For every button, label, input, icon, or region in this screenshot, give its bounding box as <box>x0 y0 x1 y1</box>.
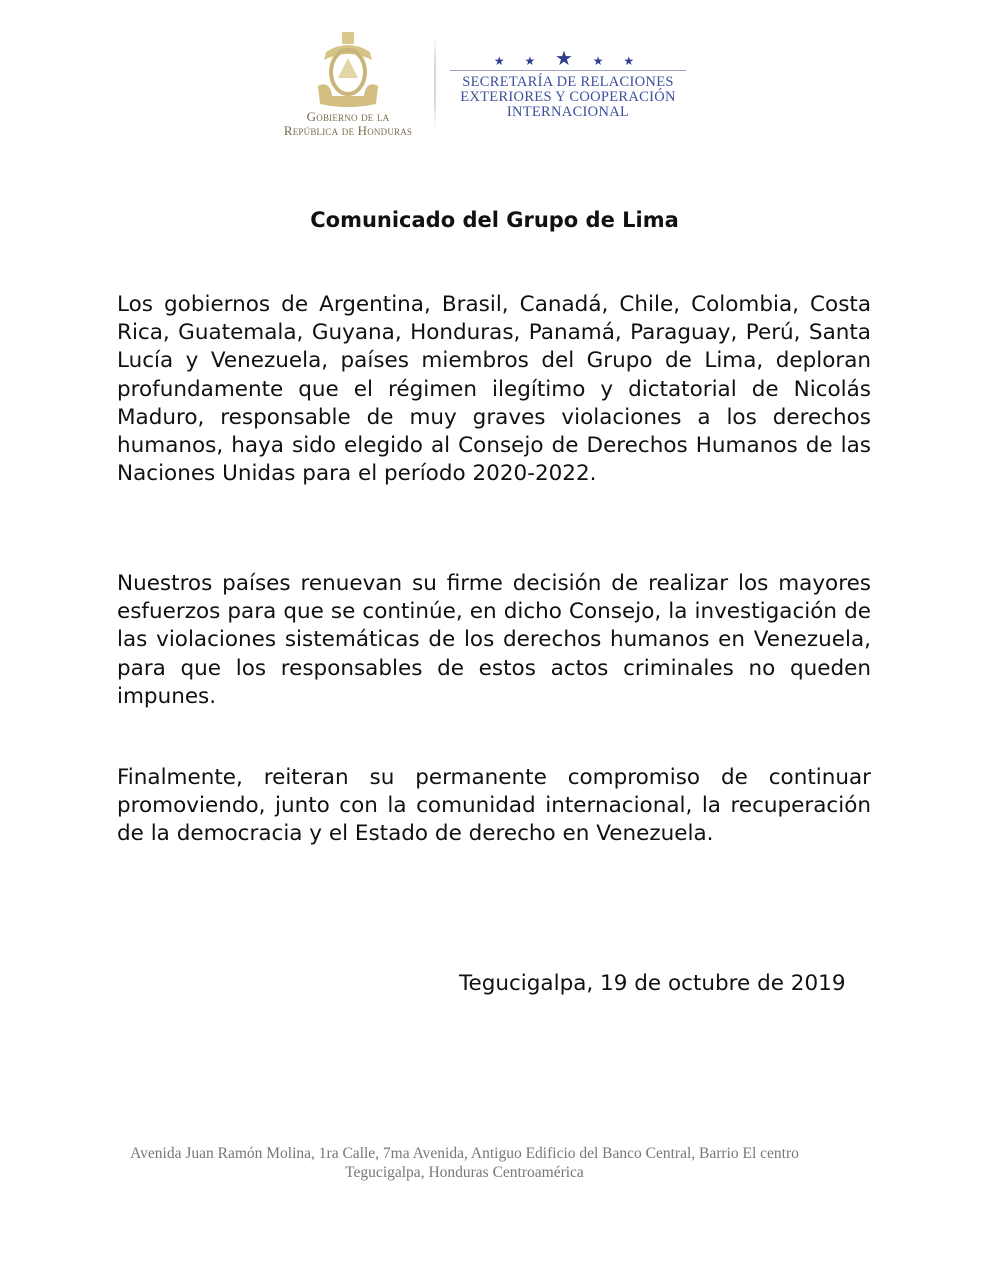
letterhead <box>0 20 989 140</box>
government-logo <box>268 30 428 138</box>
government-name <box>268 110 428 138</box>
logo-divider <box>434 36 436 130</box>
ministry-rule <box>450 70 686 71</box>
ministry-name-line1: SECRETARÍA DE RELACIONES <box>462 74 674 90</box>
footer-address-line1: Avenida Juan Ramón Molina, 1ra Calle, 7ma Avenida, Antiguo Edificio del Banco Central, Barrio El centro <box>130 1145 799 1162</box>
government-name-line1: Gobierno de la <box>306 109 390 124</box>
ministry-logo <box>450 48 686 120</box>
ministry-name-line2: EXTERIORES Y COOPERACIÓN <box>460 89 676 105</box>
footer-address-line2: Tegucigalpa, Honduras Centroamérica <box>345 1164 584 1181</box>
ministry-name-line3: INTERNACIONAL <box>506 104 630 120</box>
stars-icon: ★ ★ ★ ★ ★ <box>493 46 643 70</box>
paragraph-2: Nuestros países renuevan su firme decisión de realizar los mayores esfuerzos para que se continúe, en dicho Consejo, la investigación de las violaciones sistemáticas de los derechos humanos en Venezuela, para que los responsables de estos actos criminales no queden impunes. <box>117 571 871 709</box>
government-name-line2: República de Honduras <box>283 123 413 138</box>
footer-address <box>0 1144 929 1182</box>
paragraph-1: Los gobiernos de Argentina, Brasil, Canadá, Chile, Colombia, Costa Rica, Guatemala, Guyana, Honduras, Panamá, Paraguay, Perú, Santa Lucía y Venezuela, países miembros del Grupo de Lima, deploran profundamente que el régimen ilegítimo y dictatorial de Nicolás Maduro, responsable de muy graves violaciones a los derechos humanos, haya sido elegido al Consejo de Derechos Humanos de las Naciones Unidas para el período 2020-2022. <box>117 292 871 487</box>
ministry-name <box>450 75 686 120</box>
document-title: Comunicado del Grupo de Lima <box>310 208 679 232</box>
coat-of-arms-icon <box>312 30 384 110</box>
place-date: Tegucigalpa, 19 de octubre de 2019 <box>459 971 846 996</box>
paragraph-3: Finalmente, reiteran su permanente compromiso de continuar promoviendo, junto con la comunidad internacional, la recuperación de la democracia y el Estado de derecho en Venezuela. <box>117 765 871 847</box>
